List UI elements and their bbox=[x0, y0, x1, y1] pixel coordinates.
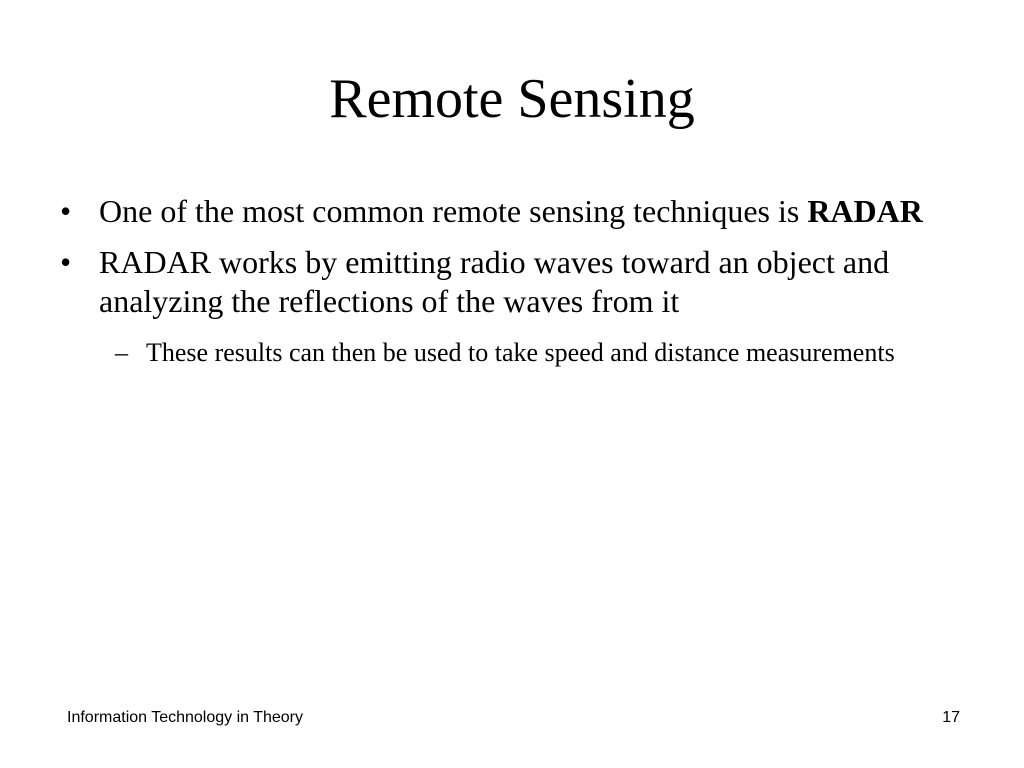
sub-bullet-item bbox=[60, 333, 960, 372]
slide-title: Remote Sensing bbox=[329, 68, 695, 130]
bullet-marker: • bbox=[60, 193, 72, 229]
slide-content bbox=[60, 192, 960, 372]
sub-bullet-marker: – bbox=[115, 338, 128, 367]
bullet-text: RADAR works by emitting radio waves toward an object and analyzing the reflections of the waves from it bbox=[99, 244, 890, 319]
bullet-bold-text: RADAR bbox=[807, 193, 923, 229]
bullet-marker: • bbox=[60, 244, 72, 280]
bullet-text: One of the most common remote sensing techniques is bbox=[99, 193, 800, 229]
sub-bullet-text: These results can then be used to take speed and distance measurements bbox=[146, 338, 895, 367]
bullet-item bbox=[60, 243, 960, 321]
footer-page-number: 17 bbox=[942, 709, 960, 726]
bullet-item bbox=[60, 192, 960, 231]
footer-course-title: Information Technology in Theory bbox=[67, 709, 303, 726]
